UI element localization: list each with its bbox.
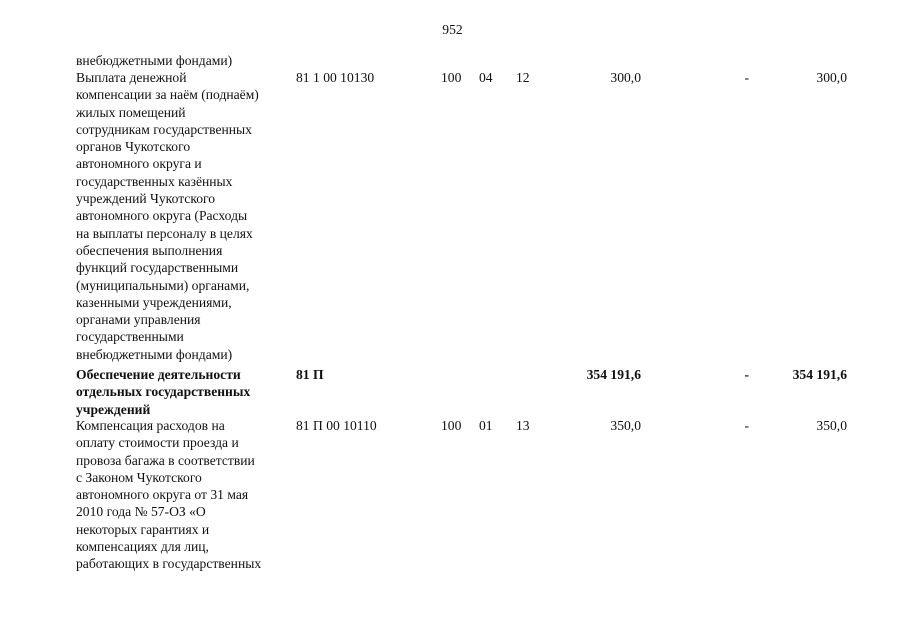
row-name	[76, 52, 286, 69]
row-subsection-code: 13	[516, 418, 530, 433]
row-target-article-code: 81 П	[296, 367, 324, 382]
row-name-line: автономного округа и	[76, 156, 202, 172]
row-amount-3: 350,0	[816, 418, 847, 433]
row-section-code: 01	[479, 418, 493, 433]
row-name-line: внебюджетными фондами)	[76, 53, 233, 68]
row-amount-1: 350,0	[610, 418, 641, 433]
row-expense-type-code: 100	[441, 70, 462, 85]
row-name-line: 2010 года № 57-ОЗ «О	[76, 504, 206, 520]
row-name-line: Выплата денежной	[76, 70, 187, 85]
row-name-line: с Законом Чукотского	[76, 469, 202, 485]
row-target-article-code: 81 П 00 10110	[296, 418, 377, 433]
row-name-line: на выплаты персоналу в целях	[76, 225, 253, 241]
row-name	[76, 417, 286, 573]
row-name-line: сотрудникам государственных	[76, 121, 252, 137]
row-amount-3: 300,0	[816, 70, 847, 85]
row-name-line: провоза багажа в соответствии	[76, 452, 255, 468]
row-name-line: жилых помещений	[76, 104, 186, 120]
row-amount-2: -	[744, 418, 749, 433]
row-name-line: компенсациях для лиц,	[76, 539, 209, 555]
row-name-line: государственными	[76, 329, 184, 345]
row-name	[76, 69, 286, 363]
row-name-line: некоторых гарантиях и	[76, 521, 210, 537]
row-name-line: Обеспечение деятельности	[76, 367, 241, 382]
page-number: 952	[442, 22, 463, 37]
row-name-line: Компенсация расходов на	[76, 418, 225, 433]
row-name-line: обеспечения выполнения	[76, 242, 223, 258]
row-target-article-code: 81 1 00 10130	[296, 70, 375, 85]
row-name-line: внебюджетными фондами)	[76, 346, 233, 362]
row-name-line: органами управления	[76, 312, 201, 328]
row-name	[76, 366, 286, 418]
row-name-line: оплату стоимости проезда и	[76, 435, 239, 451]
row-name-line: работающих в государственных	[76, 556, 262, 572]
row-section-code: 04	[479, 70, 493, 85]
row-name-line: органов Чукотского	[76, 139, 191, 155]
row-name-line: (муниципальными) органами,	[76, 277, 250, 293]
row-amount-1: 300,0	[610, 70, 641, 85]
row-name-line: функций государственными	[76, 260, 239, 276]
row-amount-2: -	[744, 367, 749, 382]
row-name-line: казенными учреждениями,	[76, 294, 232, 310]
row-name-line: учреждений	[76, 401, 151, 417]
row-amount-3: 354 191,6	[792, 367, 847, 382]
row-name-line: автономного округа от 31 мая	[76, 487, 249, 503]
row-amount-2: -	[744, 70, 749, 85]
row-name-line: автономного округа (Расходы	[76, 208, 248, 224]
row-expense-type-code: 100	[441, 418, 462, 433]
row-name-line: компенсации за наём (поднаём)	[76, 87, 259, 103]
row-name-line: учреждений Чукотского	[76, 191, 216, 207]
row-subsection-code: 12	[516, 70, 530, 85]
row-name-line: государственных казённых	[76, 173, 233, 189]
row-amount-1: 354 191,6	[586, 367, 641, 382]
row-name-line: отдельных государственных	[76, 384, 251, 400]
